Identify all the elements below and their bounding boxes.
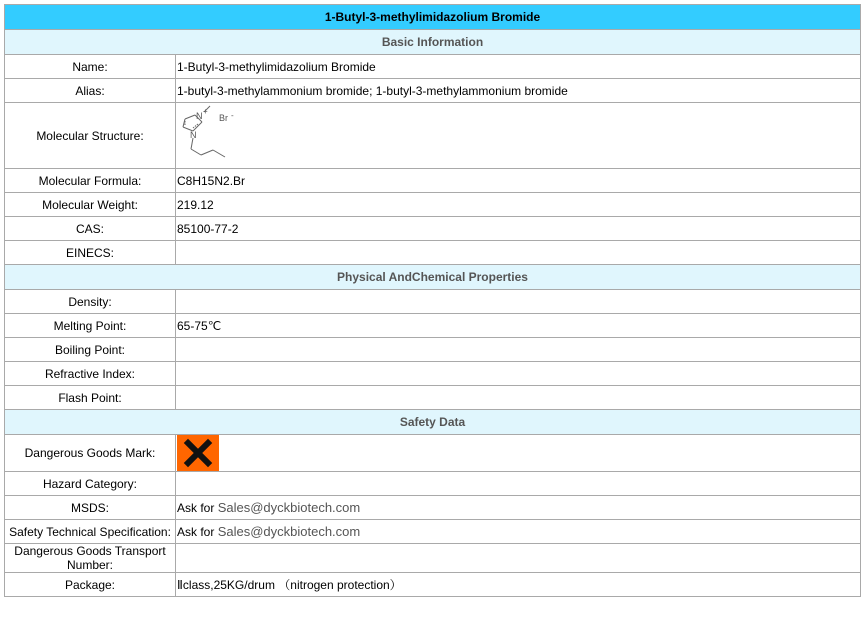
table-row bbox=[5, 544, 861, 573]
name-label: Name: bbox=[5, 55, 176, 79]
section-title-physical: Physical AndChemical Properties bbox=[5, 265, 861, 290]
table-row bbox=[5, 472, 861, 496]
alias-value: 1-butyl-3-methylammonium bromide; 1-butyl-3-methylammonium bromide bbox=[176, 79, 861, 103]
product-title: 1-Butyl-3-methylimidazolium Bromide bbox=[5, 5, 861, 30]
einecs-label: EINECS: bbox=[5, 241, 176, 265]
section-header-physical bbox=[5, 265, 861, 290]
section-header-safety bbox=[5, 410, 861, 435]
weight-label: Molecular Weight: bbox=[5, 193, 176, 217]
technical-spec-label: Safety Technical Specification: bbox=[5, 520, 176, 544]
table-row bbox=[5, 55, 861, 79]
table-row bbox=[5, 314, 861, 338]
formula-value: C8H15N2.Br bbox=[176, 169, 861, 193]
weight-value: 219.12 bbox=[176, 193, 861, 217]
dangerous-mark-cell bbox=[176, 435, 861, 472]
table-row bbox=[5, 435, 861, 472]
technical-spec-value bbox=[176, 520, 861, 544]
refractive-value bbox=[176, 362, 861, 386]
bromide-label: Br bbox=[219, 112, 228, 123]
harmful-x-icon bbox=[177, 435, 219, 471]
dangerous-mark-label: Dangerous Goods Mark: bbox=[5, 435, 176, 472]
package-value: Ⅱclass,25KG/drum （nitrogen protection） bbox=[176, 573, 861, 597]
transport-number-label: Dangerous Goods Transport Number: bbox=[5, 544, 176, 573]
name-value: 1-Butyl-3-methylimidazolium Bromide bbox=[176, 55, 861, 79]
boiling-value bbox=[176, 338, 861, 362]
alias-label: Alias: bbox=[5, 79, 176, 103]
formula-label: Molecular Formula: bbox=[5, 169, 176, 193]
hazard-category-label: Hazard Category: bbox=[5, 472, 176, 496]
flash-value bbox=[176, 386, 861, 410]
charge-plus-label: + bbox=[203, 106, 208, 116]
table-row bbox=[5, 386, 861, 410]
structure-cell bbox=[176, 103, 861, 169]
einecs-value bbox=[176, 241, 861, 265]
density-value bbox=[176, 290, 861, 314]
cas-label: CAS: bbox=[5, 217, 176, 241]
hazard-category-value bbox=[176, 472, 861, 496]
nitrogen-plus-label: N bbox=[196, 110, 203, 121]
boiling-label: Boiling Point: bbox=[5, 338, 176, 362]
flash-label: Flash Point: bbox=[5, 386, 176, 410]
msds-email-link[interactable]: Sales@dyckbiotech.com bbox=[217, 499, 361, 515]
table-row bbox=[5, 290, 861, 314]
transport-number-value bbox=[176, 544, 861, 573]
charge-minus-label: - bbox=[231, 110, 234, 120]
table-row bbox=[5, 79, 861, 103]
table-row bbox=[5, 362, 861, 386]
table-row bbox=[5, 241, 861, 265]
density-label: Density: bbox=[5, 290, 176, 314]
melting-label: Melting Point: bbox=[5, 314, 176, 338]
cas-value: 85100-77-2 bbox=[176, 217, 861, 241]
package-label: Package: bbox=[5, 573, 176, 597]
section-title-safety: Safety Data bbox=[5, 410, 861, 435]
table-row bbox=[5, 169, 861, 193]
section-header-basic bbox=[5, 30, 861, 55]
molecular-structure-image bbox=[177, 105, 247, 167]
structure-label: Molecular Structure: bbox=[5, 103, 176, 169]
refractive-label: Refractive Index: bbox=[5, 362, 176, 386]
table-row bbox=[5, 217, 861, 241]
table-row bbox=[5, 338, 861, 362]
product-info-table bbox=[4, 4, 861, 597]
technical-spec-prefix: Ask for bbox=[177, 524, 218, 539]
msds-label: MSDS: bbox=[5, 496, 176, 520]
title-row bbox=[5, 5, 861, 30]
msds-value bbox=[176, 496, 861, 520]
table-row bbox=[5, 573, 861, 597]
section-title-basic: Basic Information bbox=[5, 30, 861, 55]
table-row bbox=[5, 103, 861, 169]
melting-value: 65-75℃ bbox=[176, 314, 861, 338]
table-row bbox=[5, 520, 861, 544]
table-row bbox=[5, 496, 861, 520]
table-row bbox=[5, 193, 861, 217]
nitrogen-label: N bbox=[190, 129, 197, 140]
technical-spec-email-link[interactable]: Sales@dyckbiotech.com bbox=[217, 523, 361, 539]
msds-prefix: Ask for bbox=[177, 500, 218, 515]
